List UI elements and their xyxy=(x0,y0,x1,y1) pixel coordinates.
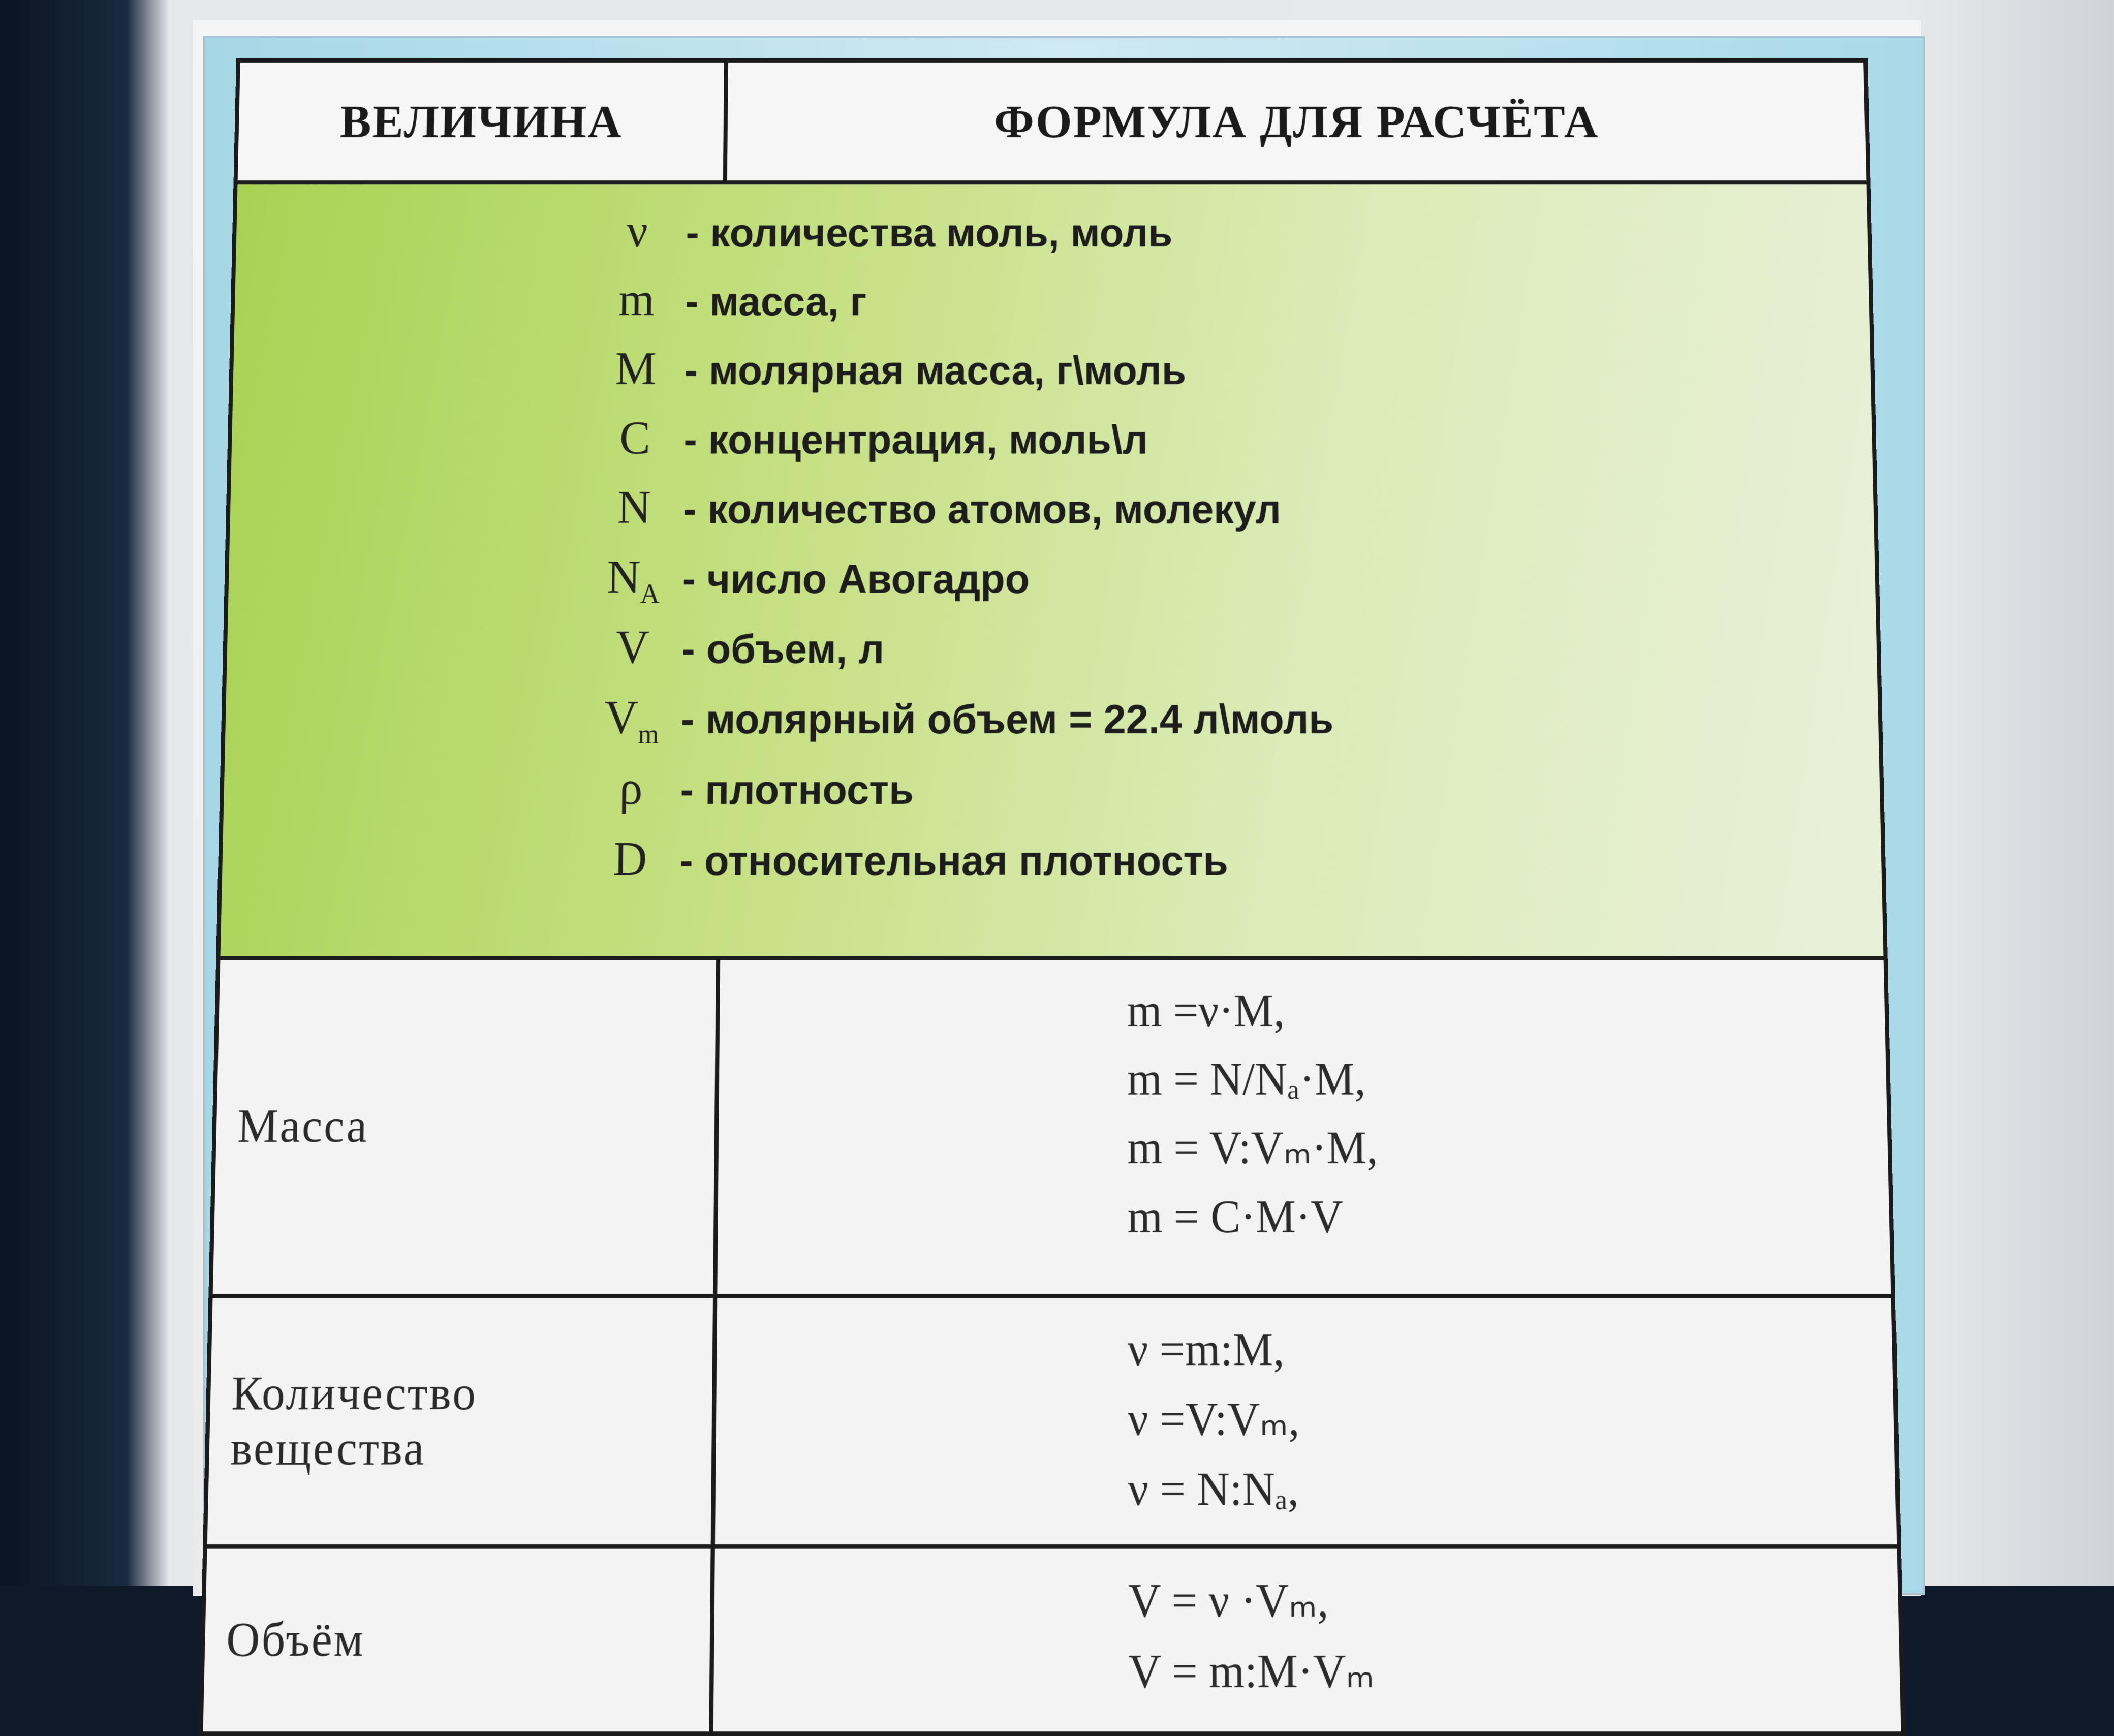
legend-symbol: V xyxy=(615,622,650,674)
volume-formula-1: V = ν ·Vₘ, xyxy=(1128,1574,1329,1627)
legend-symbol: C xyxy=(619,413,651,464)
mass-name: Масса xyxy=(210,958,718,1296)
amount-formula-1: ν =m:M, xyxy=(1128,1323,1285,1376)
legend-description: - концентрация, моль\л xyxy=(683,417,1148,462)
legend-list xyxy=(580,184,1882,903)
legend-symbol: $N_A$ xyxy=(606,551,660,609)
amount-name-line1: Количество xyxy=(231,1367,478,1420)
legend-symbol: N xyxy=(617,482,651,534)
row-mass xyxy=(210,958,1893,1296)
header-quantity: ВЕЛИЧИНА xyxy=(236,60,726,182)
formula-table xyxy=(199,58,1905,1736)
legend-description: - количество атомов, молекул xyxy=(682,486,1282,532)
row-amount xyxy=(205,1296,1899,1546)
legend-symbol: ν xyxy=(627,206,648,257)
legend-symbol: m xyxy=(618,274,655,326)
legend-symbol: $V_m$ xyxy=(604,692,659,750)
legend-description: - молярный объем = 22.4 л\моль xyxy=(680,696,1334,742)
legend-symbol-subscript: A xyxy=(640,579,660,609)
legend-symbol: D xyxy=(613,833,647,886)
legend-symbol: M xyxy=(615,344,657,395)
amount-name xyxy=(205,1296,715,1546)
legend-item xyxy=(587,273,1870,343)
formula-table-wrapper xyxy=(201,58,1904,1698)
mass-formula-2: m = N/Nₐ·M, xyxy=(1127,1053,1366,1105)
legend-description: - относительная плотность xyxy=(679,837,1228,884)
legend-item xyxy=(586,343,1871,412)
legend-item xyxy=(581,761,1881,832)
mass-formula-3: m = V:Vₘ·M, xyxy=(1127,1122,1378,1174)
legend-item xyxy=(582,691,1879,761)
legend-item xyxy=(585,412,1873,481)
mass-formula-1: m =ν·M, xyxy=(1127,984,1285,1036)
amount-formulas xyxy=(713,1296,1899,1546)
volume-formulas xyxy=(711,1546,1903,1733)
legend-item xyxy=(580,832,1882,903)
legend-symbol: ρ xyxy=(619,762,643,815)
mass-formula-4: m = C·M·V xyxy=(1127,1191,1344,1243)
legend-row xyxy=(218,182,1885,958)
amount-formula-3: ν = N:Nₐ, xyxy=(1128,1463,1299,1515)
legend-item xyxy=(584,551,1876,621)
legend-description: - молярная масса, г\моль xyxy=(684,348,1187,393)
legend-description: - масса, г xyxy=(685,278,867,324)
legend-symbol-subscript: m xyxy=(638,720,659,750)
legend-item xyxy=(585,481,1875,551)
legend-description: - число Авогадро xyxy=(682,555,1030,602)
amount-formula-2: ν =V:Vₘ, xyxy=(1128,1392,1300,1445)
legend-cell xyxy=(218,182,1885,958)
legend-description: - количества моль, моль xyxy=(686,210,1173,256)
legend-item xyxy=(588,205,1869,273)
amount-name-line2: вещества xyxy=(230,1422,426,1475)
volume-formula-2: V = m:M·Vₘ xyxy=(1128,1645,1375,1698)
legend-description: - объем, л xyxy=(681,626,885,672)
header-row xyxy=(236,60,1869,182)
row-volume xyxy=(201,1546,1903,1733)
volume-name: Объём xyxy=(201,1546,713,1733)
mass-formulas xyxy=(715,958,1893,1296)
legend-item xyxy=(583,621,1878,691)
legend-description: - плотность xyxy=(680,766,914,813)
header-formula: ФОРМУЛА ДЛЯ РАСЧЁТА xyxy=(725,60,1869,182)
